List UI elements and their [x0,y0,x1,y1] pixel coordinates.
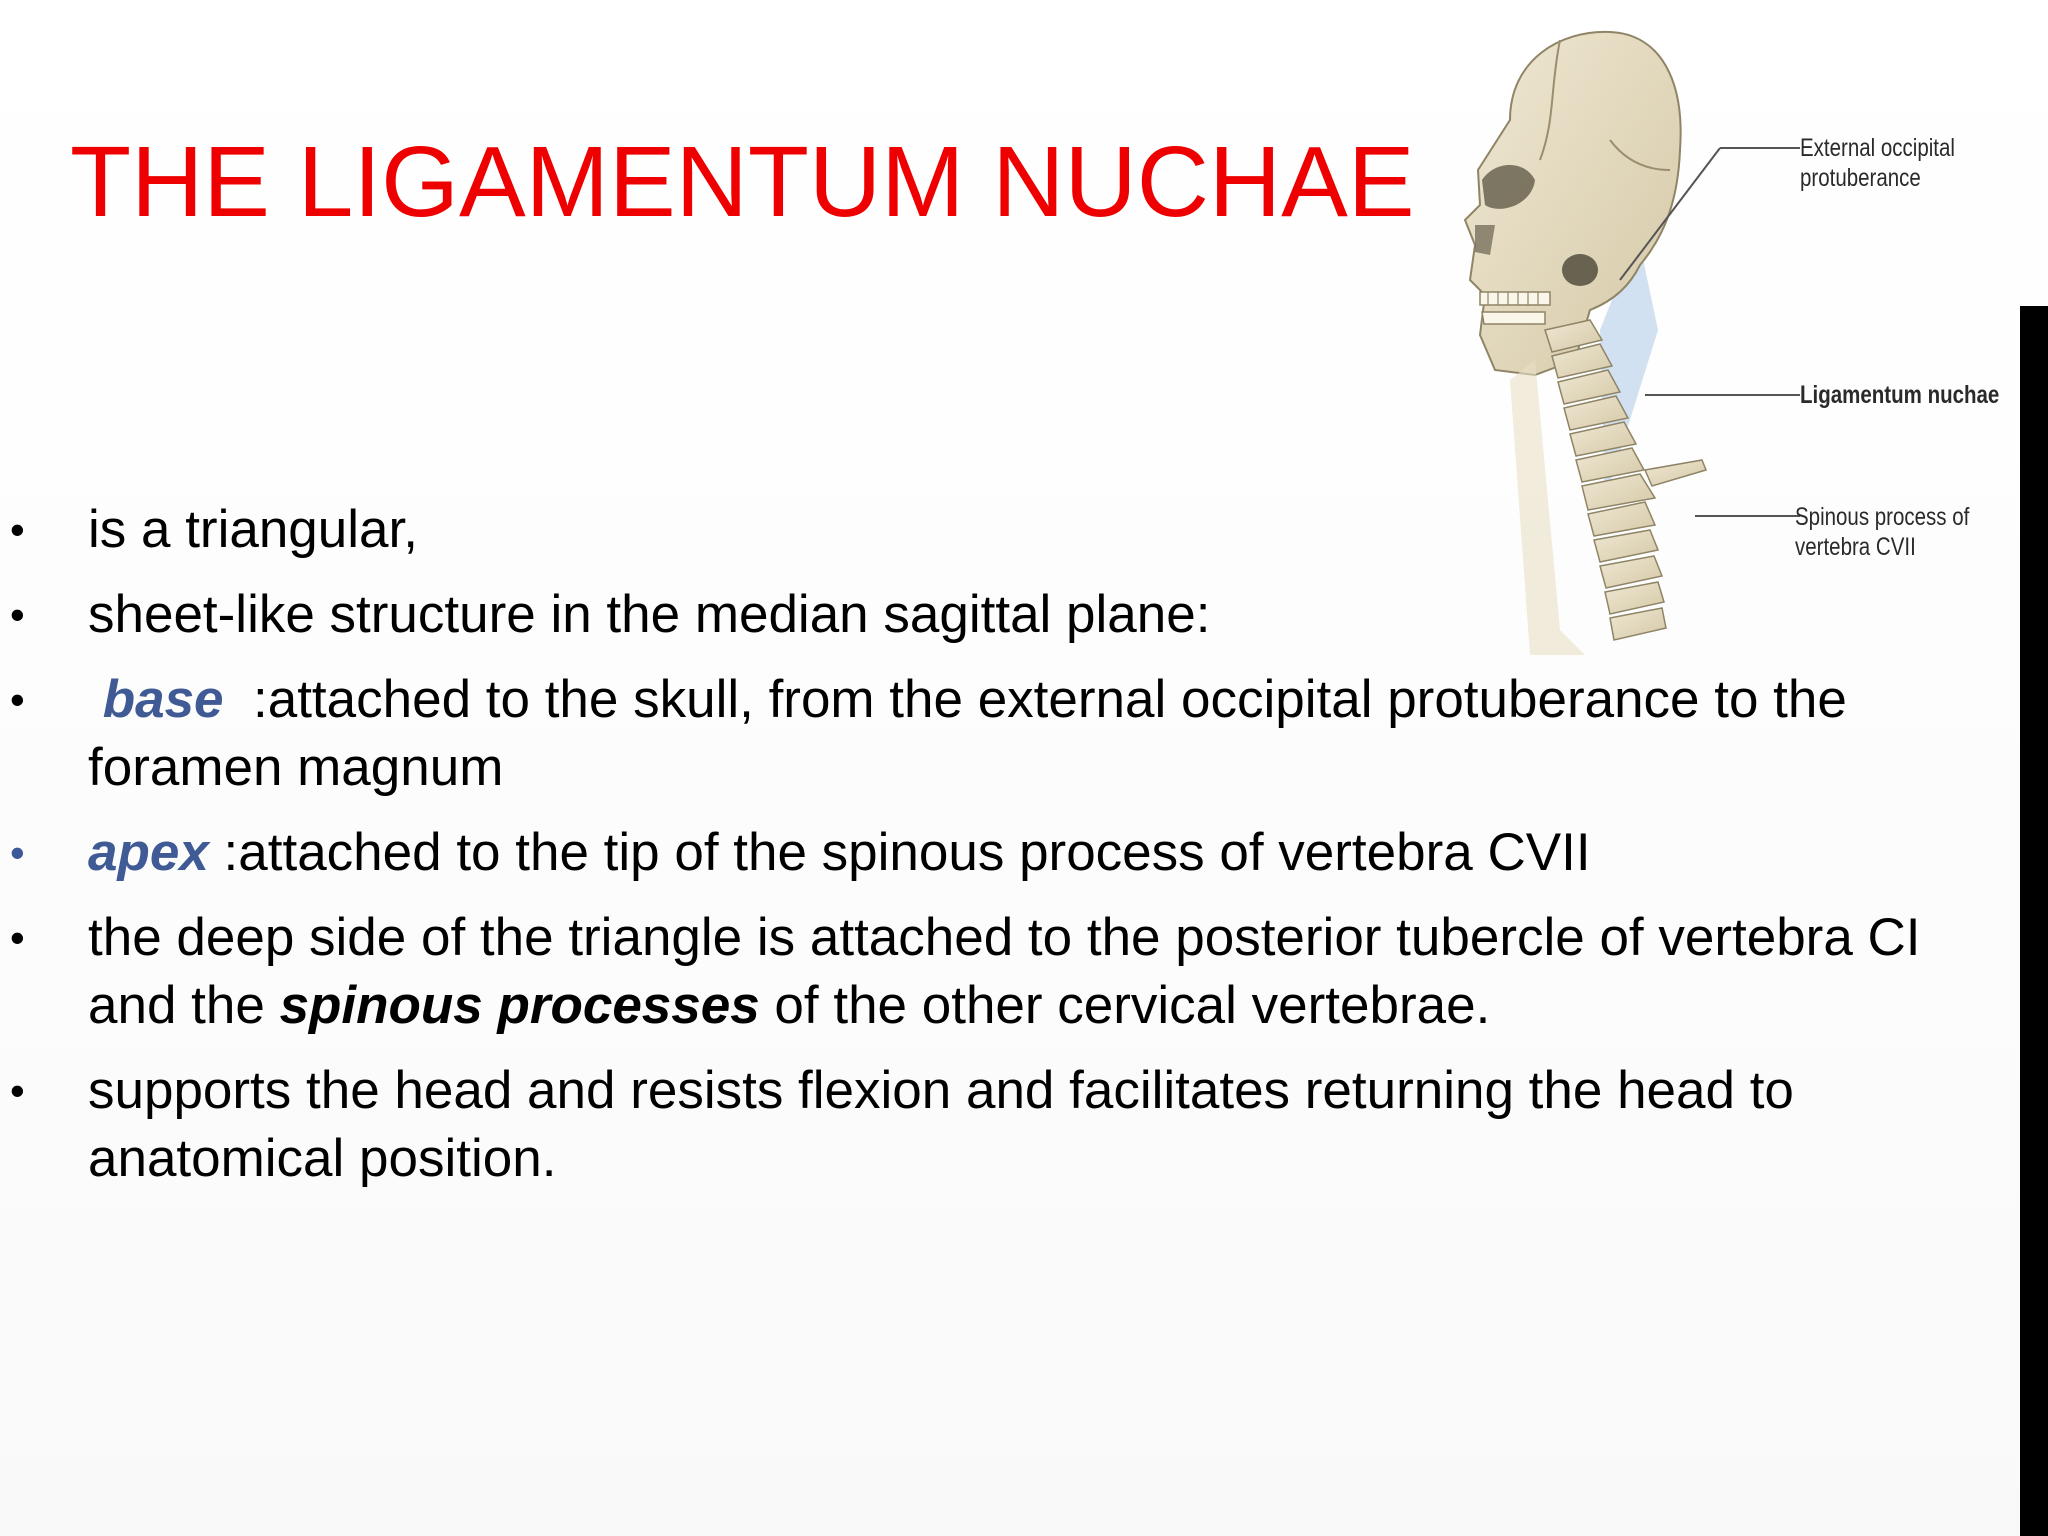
slide-title: THE LIGAMENTUM NUCHAE [70,126,1415,238]
bullet-item [0,904,2000,1040]
bullet-icon: • [10,914,25,961]
label-line: Spinous process of [1795,503,1970,531]
bullet-item [0,1057,2000,1193]
label-ligamentum-nuchae: Ligamentum nuchae [1800,381,2000,409]
term-spinous-processes: spinous processes [279,976,760,1035]
bullet-text: is a triangular, [88,500,418,559]
bullet-text: sheet-like structure in the median sagittal plane: [88,585,1211,644]
bullet-icon: • [10,829,25,876]
bullet-text: supports the head and resists flexion and facilitates returning the head to anatomical position. [88,1061,1794,1188]
bullet-item [0,819,2000,887]
label-line: vertebra CVII [1795,533,1916,561]
label-line: External occipital [1800,134,1955,162]
bullet-text: :attached to the tip of the spinous process of vertebra CVII [208,823,1591,882]
bullet-text: the deep side of the triangle is attached to the posterior tubercle of vertebra CI and the [88,908,1936,1035]
label-line: protuberance [1800,164,1921,192]
bullet-list [0,496,2000,1210]
bullet-text: of the other cervical vertebrae. [759,976,1491,1035]
bullet-icon: • [10,506,25,553]
bullet-icon: • [10,676,25,723]
bullet-text: :attached to the skull, from the external occipital protuberance to the foramen magnum [88,670,1862,797]
bullet-item [0,666,2000,802]
bullet-item [0,581,2000,649]
bullet-icon: • [10,591,25,638]
term-apex: apex [88,823,209,882]
bullet-item [0,496,2000,564]
term-base: base [102,670,224,729]
label-external-occipital-protuberance [1800,133,1955,193]
right-edge-bar [2020,306,2048,1536]
bullet-icon: • [10,1067,25,1114]
